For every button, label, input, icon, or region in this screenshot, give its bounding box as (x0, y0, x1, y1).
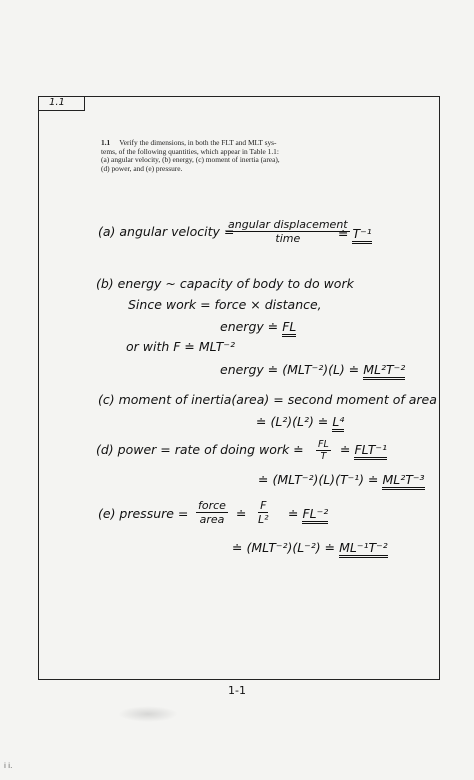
problem-label-box: 1.1 (38, 96, 85, 111)
part-e-answer-flt: FL⁻² (302, 506, 328, 524)
part-d-line-2 (258, 472, 425, 487)
part-e-line-2 (232, 540, 388, 555)
problem-line-4: (d) power, and (e) pressure. (101, 163, 183, 173)
problem-line-3: (a) angular velocity, (b) energy, (c) moment of inertia (area), (101, 155, 280, 165)
part-d-line-2-text: ≐ (MLT⁻²)(L)(T⁻¹) ≐ (258, 472, 383, 487)
part-d-numerator: FL (318, 439, 329, 450)
part-a-equiv: ≐ (338, 226, 353, 241)
part-e-fraction-1 (196, 499, 228, 526)
problem-number: 1.1 (101, 138, 111, 147)
part-c-answer: L⁴ (332, 414, 344, 432)
page-frame (38, 96, 440, 680)
part-d-fraction (316, 439, 331, 462)
problem-statement (101, 139, 421, 173)
part-e-equiv-2: ≐ (288, 506, 303, 521)
part-b-line-5 (220, 362, 405, 377)
part-b-line-3-text: energy ≐ (220, 319, 283, 334)
part-d-denominator: T (320, 451, 327, 462)
part-c-line-1: (c) moment of inertia(area) = second moment of area (98, 392, 437, 407)
part-e-numerator-2: F (260, 499, 267, 512)
part-a-denominator: time (275, 232, 301, 245)
problem-line-1: Verify the dimensions, in both the FLT and MLT sys- (119, 138, 277, 147)
part-b-line-5-text: energy ≐ (MLT⁻²)(L) ≐ (220, 362, 364, 377)
part-e-fraction-2 (258, 499, 269, 526)
part-c-line-2 (256, 414, 344, 429)
part-e-lhs: (e) pressure = (98, 506, 189, 521)
part-e-eq (288, 506, 328, 521)
part-d-answer-flt: FLT⁻¹ (354, 442, 387, 460)
part-e-denominator-2: L² (258, 513, 269, 526)
part-b-line-4: or with F ≐ MLT⁻² (126, 339, 236, 354)
part-e-numerator-1: force (198, 499, 226, 512)
problem-line-2: tems, of the following quantities, which appear in Table 1.1: (101, 146, 279, 156)
part-c-line-2-text: ≐ (L²)(L²) ≐ (256, 414, 333, 429)
part-b-answer-mlt: ML²T⁻² (363, 362, 405, 380)
part-b-line-2: Since work = force × distance, (128, 297, 322, 312)
part-d-answer-mlt: ML²T⁻³ (382, 472, 424, 490)
part-d-eq (340, 442, 387, 457)
part-a-fraction (226, 218, 353, 245)
part-a-eq (338, 226, 372, 241)
part-e-line-2-text: ≐ (MLT⁻²)(L⁻²) ≐ (232, 540, 340, 555)
part-d-lhs: (d) power = rate of doing work ≐ (96, 442, 304, 457)
part-e-equiv-1: ≐ (236, 506, 247, 521)
part-b-answer-flt: FL (282, 319, 296, 337)
scan-speck: i i. (4, 762, 13, 770)
part-d-equiv: ≐ (340, 442, 355, 457)
scan-smudge (118, 706, 178, 722)
part-e-answer-mlt: ML⁻¹T⁻² (339, 540, 388, 558)
part-b-line-3 (220, 319, 296, 334)
part-e-denominator-1: area (199, 513, 225, 526)
part-a-numerator: angular displacement (228, 218, 348, 231)
part-b-line-1: (b) energy ~ capacity of body to do work (96, 276, 354, 291)
page-number: 1-1 (228, 684, 246, 697)
part-a-lhs: (a) angular velocity = (98, 224, 235, 239)
part-a-answer: T⁻¹ (352, 226, 371, 244)
